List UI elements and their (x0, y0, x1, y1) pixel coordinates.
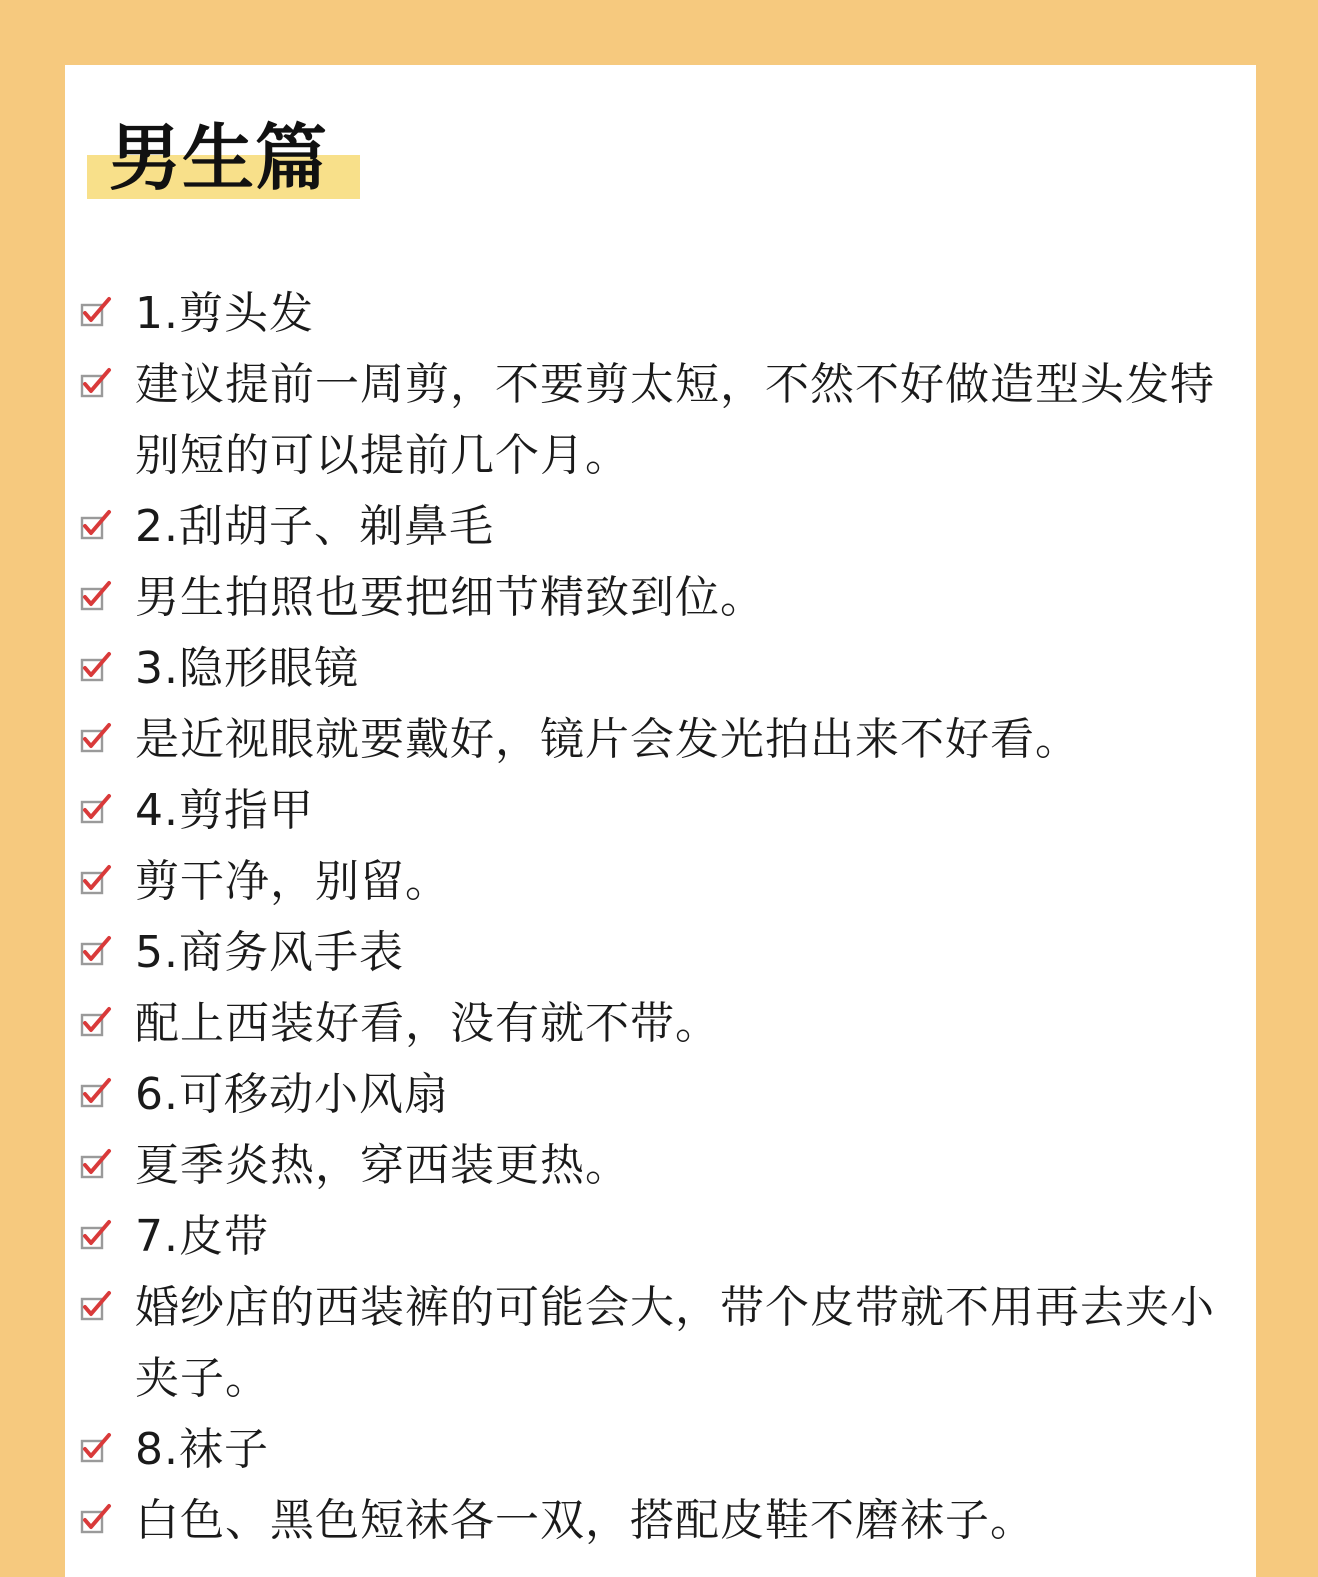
title-block (87, 115, 328, 201)
checklist-item-text: 配上西装好看，没有就不带。 (135, 998, 720, 1049)
checkbox-checked-icon (79, 1219, 115, 1251)
checkbox-checked-icon (79, 1290, 115, 1322)
checklist-item-text: 夏季炎热，穿西装更热。 (135, 1140, 630, 1191)
page-title: 男生篇 (109, 116, 329, 200)
checklist-item-text: 4.剪指甲 (135, 785, 314, 836)
checklist-item (79, 846, 1239, 917)
checklist-item (79, 278, 1239, 349)
checklist-item (79, 349, 1239, 491)
checklist-item-text: 2.刮胡子、剃鼻毛 (135, 501, 494, 552)
checkbox-checked-icon (79, 580, 115, 612)
checkbox-checked-icon (79, 651, 115, 683)
checklist-item (79, 917, 1239, 988)
checklist-item (79, 704, 1239, 775)
checklist-item (79, 1201, 1239, 1272)
checkbox-checked-icon (79, 296, 115, 328)
checkbox-checked-icon (79, 509, 115, 541)
checkbox-checked-icon (79, 367, 115, 399)
checklist-item (79, 775, 1239, 846)
checkbox-checked-icon (79, 935, 115, 967)
checkbox-checked-icon (79, 1148, 115, 1180)
checklist-item-text: 6.可移动小风扇 (135, 1069, 449, 1120)
checklist-item-text: 剪干净，别留。 (135, 856, 450, 907)
checklist-item (79, 988, 1239, 1059)
checklist-item-text: 5.商务风手表 (135, 927, 404, 978)
checklist-item-text: 男生拍照也要把细节精致到位。 (135, 572, 765, 623)
checkbox-checked-icon (79, 1432, 115, 1464)
checklist-item-text: 1.剪头发 (135, 288, 314, 339)
checklist-item (79, 562, 1239, 633)
checklist-item-text: 白色、黑色短袜各一双，搭配皮鞋不磨袜子。 (135, 1495, 1035, 1546)
checklist-item-text: 3.隐形眼镜 (135, 643, 359, 694)
checklist-item (79, 633, 1239, 704)
checkbox-checked-icon (79, 1077, 115, 1109)
checklist-item (79, 1485, 1239, 1556)
checkbox-checked-icon (79, 864, 115, 896)
checklist-item (79, 1130, 1239, 1201)
checklist-item (79, 1272, 1239, 1414)
checklist-item-text: 7.皮带 (135, 1211, 269, 1262)
checkbox-checked-icon (79, 793, 115, 825)
checklist-item-text: 是近视眼就要戴好，镜片会发光拍出来不好看。 (135, 714, 1080, 765)
checkbox-checked-icon (79, 1006, 115, 1038)
checkbox-checked-icon (79, 722, 115, 754)
checklist-item-text: 婚纱店的西装裤的可能会大，带个皮带就不用再去夹小夹子。 (135, 1282, 1215, 1404)
checklist-item-text: 8.袜子 (135, 1424, 269, 1475)
checklist (79, 278, 1239, 1556)
checklist-item (79, 1059, 1239, 1130)
checkbox-checked-icon (79, 1503, 115, 1535)
checklist-item-text: 建议提前一周剪，不要剪太短，不然不好做造型头发特别短的可以提前几个月。 (135, 359, 1215, 481)
checklist-item (79, 1414, 1239, 1485)
content-card (65, 65, 1256, 1577)
checklist-item (79, 491, 1239, 562)
